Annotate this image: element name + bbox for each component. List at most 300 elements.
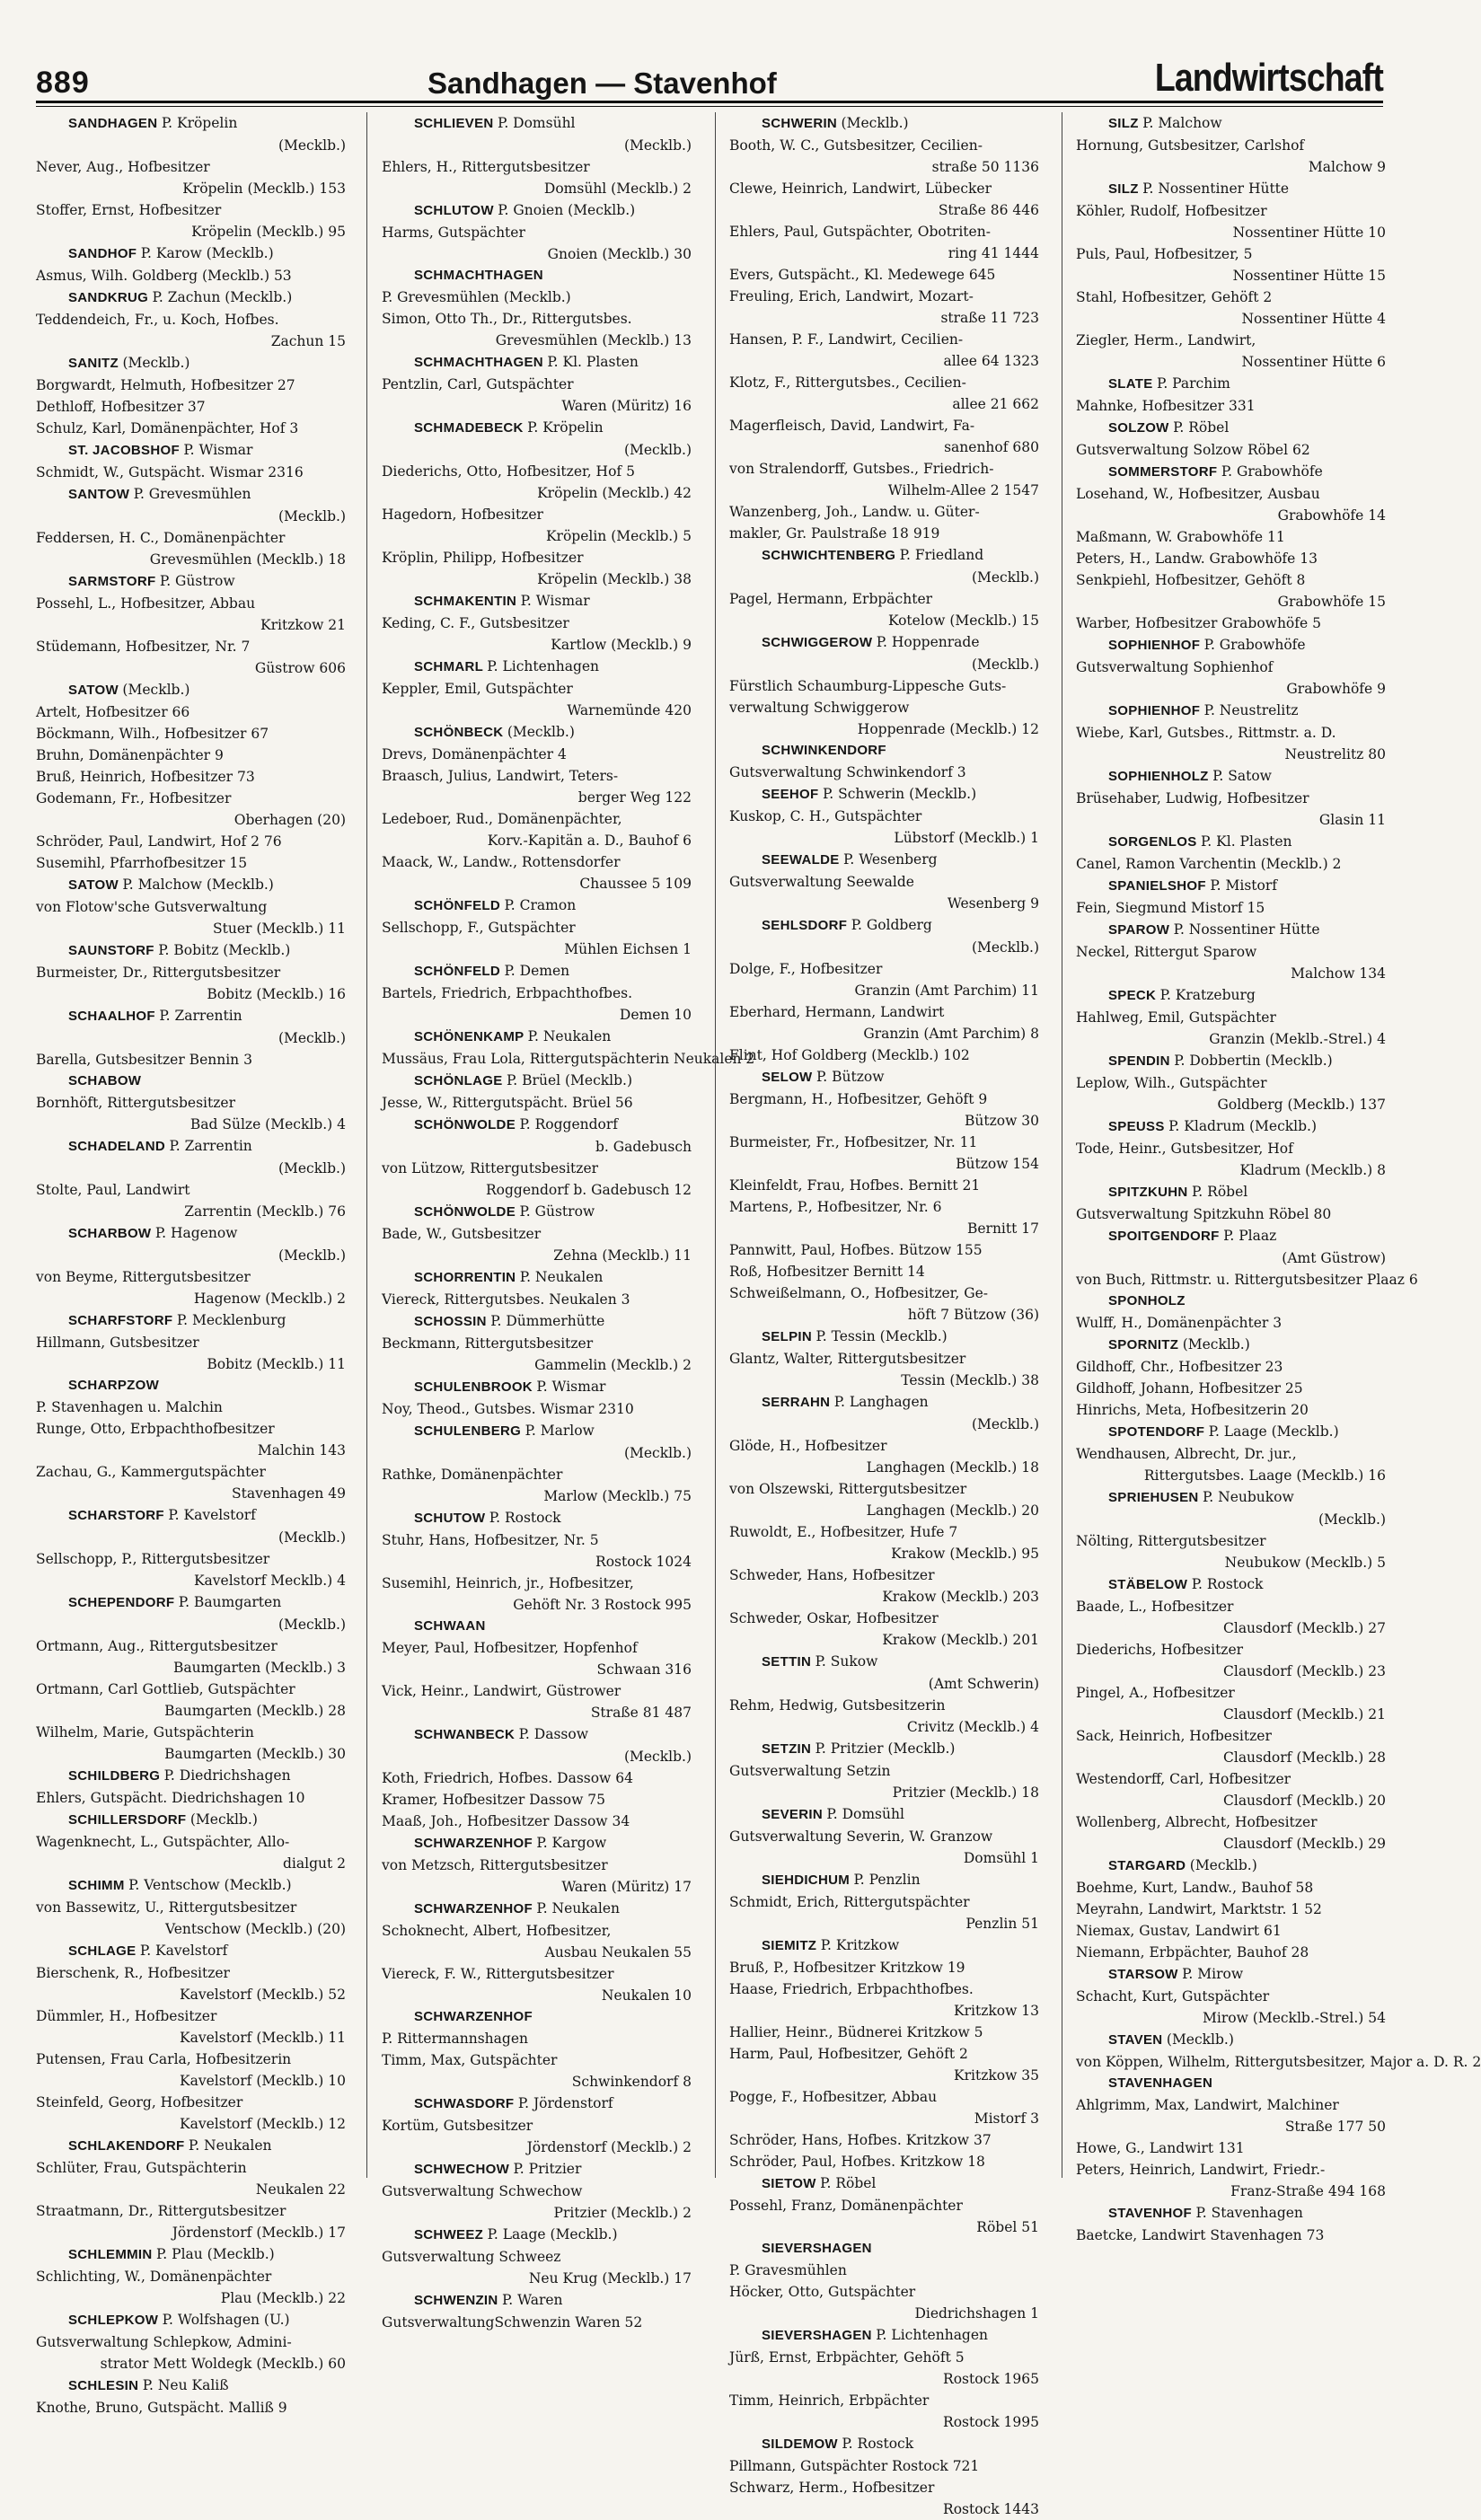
place-entry: [1076, 1225, 1418, 1291]
entry-line: Leplow, Wilh., Gutspächter: [1076, 1075, 1267, 1091]
entry-line: Godemann, Fr., Hofbesitzer: [36, 790, 232, 806]
place-heading: [729, 783, 1039, 806]
post-office: P. Nossentiner Hütte: [1142, 181, 1290, 197]
place-entry: [382, 2289, 692, 2333]
entry-line: Schröder, Paul, Landwirt, Hof 2 76: [36, 833, 282, 850]
place-name: SCHWICHTENBERG: [762, 548, 896, 563]
place-entry: [382, 1376, 692, 1420]
entry-line: Boehme, Kurt, Landw., Bauhof 58: [1076, 1880, 1314, 1896]
entry-line: Kröpelin (Mecklb.) 42: [537, 485, 692, 501]
entry-line: Gildhoff, Chr., Hofbesitzer 23: [1076, 1359, 1283, 1375]
entry-line: Fein, Siegmund Mistorf 15: [1076, 900, 1265, 916]
entry-line: Harm, Paul, Hofbesitzer, Gehöft 2: [729, 2046, 968, 2062]
entry-line: Langhagen (Mecklb.) 20: [866, 1502, 1039, 1519]
place-name: SAUNSTORF: [68, 943, 154, 958]
place-name: SCHLUTOW: [414, 203, 494, 218]
post-office: (Mecklb.): [841, 115, 909, 131]
place-heading: [36, 939, 346, 962]
entry-line: Hallier, Heinr., Büdnerei Kritzkow 5: [729, 2024, 983, 2040]
entry-line: Eberhard, Hermann, Landwirt: [729, 1004, 945, 1020]
entry-line: von Bassewitz, U., Rittergutsbesitzer: [36, 1899, 297, 1916]
place-entry: [729, 2433, 1039, 2520]
entry-line: Gammelin (Mecklb.) 2: [534, 1357, 692, 1373]
place-name: SARMSTORF: [68, 574, 156, 589]
entry-line: Gutsverwaltung Spitzkuhn Röbel 80: [1076, 1206, 1332, 1222]
place-name: STAVENHOF: [1108, 2206, 1192, 2221]
place-name: SCHIMM: [68, 1878, 125, 1893]
entry-line: Diederichs, Hofbesitzer: [1076, 1642, 1244, 1658]
entry-line: Wanzenberg, Joh., Landw. u. Güter-: [729, 504, 980, 520]
place-entry: [729, 1803, 1039, 1869]
entry-line: Grabowhöfe 15: [1277, 594, 1386, 610]
entry-line: Schlüter, Frau, Gutspächterin: [36, 2160, 247, 2176]
entry-line: Flint, Hof Goldberg (Mecklb.) 102: [729, 1047, 970, 1063]
entry-line: Baetcke, Landwirt Stavenhagen 73: [1076, 2227, 1325, 2243]
place-heading: [382, 351, 692, 374]
place-heading: [1076, 112, 1386, 135]
place-entry: [1076, 373, 1386, 417]
place-name: SPEUSS: [1108, 1119, 1165, 1134]
entry-line: (Mecklb.): [623, 1445, 692, 1461]
post-office: P. Mistorf: [1210, 877, 1277, 894]
entry-line: Baumgarten (Mecklb.) 30: [164, 1746, 346, 1762]
entry-line: Kavelstorf (Mecklb.) 52: [180, 1987, 346, 2003]
place-name: SLATE: [1108, 376, 1153, 392]
directory-columns: [36, 112, 1481, 2517]
place-heading: [729, 849, 1039, 871]
place-name: SCHARFSTORF: [68, 1313, 173, 1328]
post-office: P. Neukalen: [188, 2137, 272, 2154]
place-name: SIEHDICHUM: [762, 1872, 851, 1888]
place-heading: [382, 1616, 692, 1637]
place-heading: [36, 1222, 346, 1245]
place-entry: [729, 544, 1039, 631]
post-office: P. Tessin (Mecklb.): [815, 1328, 948, 1344]
place-heading: [1076, 373, 1386, 395]
entry-line: Bornhöft, Rittergutsbesitzer: [36, 1095, 235, 1111]
entry-line: Peters, H., Landw. Grabowhöfe 13: [1076, 551, 1318, 567]
entry-line: Straße 86 446: [938, 202, 1039, 218]
entry-line: Noy, Theod., Gutsbes. Wismar 2310: [382, 1401, 634, 1417]
entry-line: Kavelstorf (Mecklb.) 11: [180, 2030, 346, 2046]
post-office: P. Rostock: [1191, 1576, 1264, 1592]
place-entry: [729, 1326, 1039, 1391]
place-name: SCHULENBERG: [414, 1423, 522, 1439]
entry-line: Wiebe, Karl, Gutsbes., Rittmstr. a. D.: [1076, 725, 1336, 741]
entry-line: Kramer, Hofbesitzer Dassow 75: [382, 1792, 605, 1808]
entry-line: Roß, Hofbesitzer Bernitt 14: [729, 1264, 925, 1280]
directory-page: [36, 0, 1481, 2517]
entry-line: Schlichting, W., Domänenpächter: [36, 2269, 272, 2285]
place-name: SEVERIN: [762, 1807, 823, 1822]
place-name: SCHLAGE: [68, 1943, 137, 1959]
place-heading: [36, 1071, 346, 1092]
entry-line: Bergmann, H., Hofbesitzer, Gehöft 9: [729, 1091, 988, 1107]
place-heading: [36, 2309, 346, 2331]
entry-line: Viereck, Rittergutsbes. Neukalen 3: [382, 1291, 630, 1308]
place-heading: [729, 740, 1039, 762]
entry-line: allee 21 662: [952, 396, 1039, 412]
post-office: P. Wolfshagen (U.): [162, 2312, 290, 2328]
entry-line: Peters, Heinrich, Landwirt, Friedr.-: [1076, 2162, 1326, 2178]
entry-line: Dümmler, H., Hofbesitzer: [36, 2008, 217, 2024]
place-heading: [382, 2224, 692, 2246]
place-entry: [36, 483, 346, 570]
place-entry: [1076, 112, 1386, 178]
place-heading: [382, 656, 692, 678]
entry-line: P. Grevesmühlen (Mecklb.): [382, 289, 571, 305]
place-heading: [36, 570, 346, 593]
entry-line: Stoffer, Ernst, Hofbesitzer: [36, 202, 222, 218]
place-entry: [36, 570, 346, 679]
place-entry: [382, 1616, 692, 1723]
entry-line: Pagel, Hermann, Erbpächter: [729, 591, 933, 607]
place-name: SCHOSSIN: [414, 1314, 487, 1329]
entry-line: dialgut 2: [283, 1855, 346, 1872]
post-office: P. Cramon: [504, 897, 577, 913]
post-office: P. Rostock: [489, 1510, 561, 1526]
place-heading: [1076, 984, 1386, 1007]
entry-line: Hinrichs, Meta, Hofbesitzerin 20: [1076, 1402, 1309, 1418]
entry-line: Niemann, Erbpächter, Bauhof 28: [1076, 1944, 1309, 1960]
place-heading: [36, 1135, 346, 1158]
post-office: P. Güstrow: [519, 1203, 595, 1220]
place-entry: [382, 894, 692, 960]
entry-line: Schulz, Karl, Domänenpächter, Hof 3: [36, 420, 299, 436]
entry-line: Böckmann, Wilh., Hofbesitzer 67: [36, 726, 269, 742]
place-entry: [36, 874, 346, 939]
entry-line: Harms, Gutspächter: [382, 225, 525, 241]
post-office: P. Diedrichshagen: [163, 1767, 291, 1784]
place-name: SCHWENZIN: [414, 2293, 498, 2308]
entry-line: Mistorf 3: [974, 2110, 1039, 2127]
entry-line: verwaltung Schwiggerow: [729, 700, 910, 716]
entry-line: Gnoien (Mecklb.) 30: [547, 246, 692, 262]
entry-line: straße 50 1136: [931, 159, 1039, 175]
entry-line: Marlow (Mecklb.) 75: [543, 1488, 692, 1504]
place-entry: [382, 1201, 692, 1266]
entry-line: Possehl, L., Hofbesitzer, Abbau: [36, 595, 256, 612]
place-entry: [36, 286, 346, 352]
post-office: P. Dassow: [518, 1726, 588, 1742]
entry-line: (Mecklb.): [278, 1529, 346, 1546]
entry-line: Neukalen 22: [255, 2181, 346, 2198]
post-office: P. Neu Kaliß: [142, 2377, 229, 2393]
entry-line: Lübstorf (Mecklb.) 1: [894, 830, 1039, 846]
place-entry: [729, 740, 1039, 783]
entry-line: P. Stavenhagen u. Malchin: [36, 1399, 223, 1415]
place-name: SCHARBOW: [68, 1226, 152, 1241]
entry-line: Kleinfeldt, Frau, Hofbes. Bernitt 21: [729, 1177, 981, 1194]
place-entry: [36, 112, 346, 242]
place-name: SILZ: [1108, 116, 1139, 131]
place-name: SCHMAKENTIN: [414, 594, 517, 609]
entry-line: Gutsverwaltung Schlepkow, Admini-: [36, 2334, 292, 2350]
entry-line: (Mecklb.): [278, 137, 346, 154]
entry-line: Gutsverwaltung Sophienhof: [1076, 659, 1274, 675]
place-entry: [36, 1071, 346, 1135]
place-heading: [729, 1869, 1039, 1891]
post-office: P. Roggendorf: [519, 1116, 619, 1132]
place-heading: [1076, 831, 1386, 853]
entry-line: Meyer, Paul, Hofbesitzer, Hopfenhof: [382, 1640, 638, 1656]
entry-line: Krakow (Mecklb.) 201: [882, 1632, 1039, 1648]
place-entry: [1076, 919, 1386, 984]
entry-line: Schmidt, W., Gutspächt. Wismar 2316: [36, 464, 304, 480]
place-name: SCHULENBROOK: [414, 1379, 533, 1395]
place-heading: [1076, 634, 1386, 656]
entry-line: Steinfeld, Georg, Hofbesitzer: [36, 2094, 243, 2110]
place-entry: [382, 265, 692, 351]
place-entry: [382, 1723, 692, 1832]
post-office: P. Malchow (Mecklb.): [122, 877, 274, 893]
entry-line: Maaß, Joh., Hofbesitzer Dassow 34: [382, 1813, 630, 1829]
place-heading: [382, 1832, 692, 1855]
place-name: SELPIN: [762, 1329, 812, 1344]
entry-line: Dethloff, Hofbesitzer 37: [36, 399, 206, 415]
entry-line: Bobitz (Mecklb.) 16: [207, 986, 346, 1002]
entry-line: Kartlow (Mecklb.) 9: [551, 637, 692, 653]
entry-line: Ehlers, H., Rittergutsbesitzer: [382, 159, 590, 175]
place-name: SIEMITZ: [762, 1938, 817, 1953]
place-heading: [729, 1066, 1039, 1088]
entry-line: P. Gravesmühlen: [729, 2262, 847, 2278]
entry-line: Clausdorf (Mecklb.) 29: [1223, 1836, 1386, 1852]
entry-line: Hagenow (Mecklb.) 2: [193, 1291, 346, 1307]
entry-line: (Mecklb.): [278, 1617, 346, 1633]
place-entry: [729, 2172, 1039, 2238]
entry-line: Bade, W., Gutsbesitzer: [382, 1226, 542, 1242]
entry-line: Diedrichshagen 1: [914, 2305, 1039, 2322]
place-heading: [1076, 1421, 1386, 1443]
place-entry: [382, 1114, 692, 1201]
entry-line: Hoppenrade (Mecklb.) 12: [857, 721, 1039, 737]
entry-line: Susemihl, Heinrich, jr., Hofbesitzer,: [382, 1575, 634, 1591]
post-office: P. Plaaz: [1223, 1228, 1277, 1244]
place-heading: [36, 1809, 346, 1831]
entry-line: von Stralendorff, Gutsbes., Friedrich-: [729, 461, 994, 477]
post-office: P. Neubukow: [1203, 1489, 1294, 1505]
place-heading: [382, 199, 692, 222]
entry-line: Bruß, P., Hofbesitzer Kritzkow 19: [729, 1960, 965, 1976]
entry-line: Schwaan 316: [596, 1661, 692, 1678]
place-entry: [36, 2309, 346, 2375]
entry-line: Vick, Heinr., Landwirt, Güstrower: [382, 1683, 621, 1699]
place-heading: [382, 721, 692, 744]
entry-line: Maack, W., Landw., Rottensdorfer: [382, 854, 621, 870]
entry-line: Haase, Friedrich, Erbpachthofbes.: [729, 1981, 974, 1997]
entry-line: Possehl, Franz, Domänenpächter: [729, 2198, 963, 2214]
entry-line: Runge, Otto, Erbpachthofbesitzer: [36, 1421, 275, 1437]
entry-line: Roggendorf b. Gadebusch 12: [486, 1182, 692, 1198]
place-heading: [1076, 178, 1386, 200]
entry-line: Franz-Straße 494 168: [1230, 2183, 1386, 2199]
place-heading: [36, 1504, 346, 1527]
place-entry: [36, 2243, 346, 2309]
place-heading: [1076, 1334, 1386, 1356]
post-office: P. Sukow: [815, 1653, 878, 1670]
entry-line: Zarrentin (Mecklb.) 76: [184, 1203, 346, 1220]
post-office: P. Jördenstorf: [517, 2095, 613, 2111]
entry-line: von Olszewski, Rittergutsbesitzer: [729, 1481, 967, 1497]
column-divider: [366, 112, 367, 2178]
entry-line: Rostock 1024: [595, 1554, 692, 1570]
entry-line: Zachau, G., Kammergutspächter: [36, 1464, 266, 1480]
place-heading: [36, 679, 346, 701]
entry-line: Kavelstorf (Mecklb.) 12: [180, 2116, 346, 2132]
entry-line: Crivitz (Mecklb.) 4: [906, 1719, 1039, 1735]
place-heading: [382, 1420, 692, 1442]
post-office: P. Kröpelin: [161, 115, 238, 131]
place-name: STARGARD: [1108, 1858, 1186, 1873]
place-name: SCHWECHOW: [414, 2162, 510, 2177]
place-heading: [382, 265, 692, 286]
place-entry: [1076, 1050, 1386, 1115]
post-office: P. Lichtenhagen: [876, 2327, 989, 2343]
post-office: P. Kl. Plasten: [547, 354, 639, 370]
place-name: STAVEN: [1108, 2032, 1163, 2048]
entry-line: Neubukow (Mecklb.) 5: [1224, 1555, 1386, 1571]
place-entry: [729, 1934, 1039, 2172]
entry-line: Diederichs, Otto, Hofbesitzer, Hof 5: [382, 463, 635, 480]
place-heading: [382, 1507, 692, 1529]
post-office: P. Hoppenrade: [876, 634, 980, 650]
post-office: P. Laage (Mecklb.): [487, 2226, 618, 2242]
place-name: SCHARSTORF: [68, 1508, 164, 1523]
place-name: SCHMACHTHAGEN: [414, 355, 543, 370]
entry-line: Timm, Heinrich, Erbpächter: [729, 2392, 930, 2409]
place-heading: [382, 1070, 692, 1092]
section-title: Landwirtschaft: [1154, 56, 1383, 100]
entry-line: Baumgarten (Mecklb.) 28: [164, 1703, 346, 1719]
place-heading: [1076, 919, 1386, 941]
entry-line: Bruß, Heinrich, Hofbesitzer 73: [36, 769, 255, 785]
place-entry: [382, 1898, 692, 2006]
entry-line: Schröder, Paul, Hofbes. Kritzkow 18: [729, 2154, 985, 2170]
entry-line: Glasin 11: [1318, 812, 1386, 828]
entry-line: Schröder, Hans, Hofbes. Kritzkow 37: [729, 2132, 992, 2148]
place-heading: [1076, 1486, 1386, 1509]
place-heading: [36, 242, 346, 265]
entry-line: Ehlers, Gutspächt. Diedrichshagen 10: [36, 1790, 305, 1806]
entry-line: Feddersen, H. C., Domänenpächter: [36, 530, 286, 546]
entry-line: von Beyme, Rittergutsbesitzer: [36, 1269, 251, 1285]
entry-line: Plau (Mecklb.) 22: [220, 2290, 346, 2306]
place-name: SCHWINKENDORF: [762, 743, 886, 758]
place-entry: [36, 1874, 346, 1940]
entry-line: Mühlen Eichsen 1: [564, 941, 692, 957]
entry-line: Wesenberg 9: [947, 895, 1039, 912]
entry-line: Sack, Heinrich, Hofbesitzer: [1076, 1728, 1272, 1744]
place-entry: [1076, 2202, 1386, 2246]
entry-line: Schoknecht, Albert, Hofbesitzer,: [382, 1923, 612, 1939]
place-name: SCHMACHTHAGEN: [414, 268, 543, 283]
place-heading: [36, 112, 346, 135]
post-office: P. Nossentiner Hütte: [1173, 921, 1320, 938]
place-entry: [382, 2224, 692, 2289]
place-name: SETZIN: [762, 1741, 812, 1757]
entry-line: Keding, C. F., Gutsbesitzer: [382, 615, 569, 631]
column-divider: [715, 112, 716, 2178]
place-heading: [36, 1874, 346, 1897]
place-entry: [1076, 1573, 1386, 1855]
place-heading: [382, 1723, 692, 1746]
post-office: P. Kl. Plasten: [1201, 833, 1292, 850]
entry-line: Korv.-Kapitän a. D., Bauhof 6: [487, 833, 692, 849]
entry-line: Granzin (Amt Parchim) 11: [854, 982, 1039, 999]
place-heading: [382, 960, 692, 982]
entry-line: makler, Gr. Paulstraße 18 919: [729, 525, 940, 542]
place-heading: [1076, 2073, 1386, 2094]
place-name: SPOTENDORF: [1108, 1424, 1205, 1440]
place-entry: [36, 2135, 346, 2243]
entry-line: Malchow 9: [1308, 159, 1386, 175]
entry-line: strator Mett Woldegk (Mecklb.) 60: [100, 2356, 346, 2372]
entry-line: Clausdorf (Mecklb.) 23: [1223, 1663, 1386, 1679]
entry-line: Wendhausen, Albrecht, Dr. jur.,: [1076, 1446, 1297, 1462]
place-entry: [382, 1266, 692, 1310]
place-name: SCHÖNFELD: [414, 898, 501, 913]
entry-line: Warnemünde 420: [567, 702, 692, 718]
place-name: SCHWARZENHOF: [414, 1836, 533, 1851]
place-name: SCHWERIN: [762, 116, 838, 131]
entry-line: Howe, G., Landwirt 131: [1076, 2140, 1245, 2156]
entry-line: von Köppen, Wilhelm, Rittergutsbesitzer, Major a. D. R. 2: [1076, 2054, 1481, 2070]
post-office: P. Bützow: [815, 1069, 885, 1085]
entry-line: ring 41 1444: [948, 245, 1039, 261]
entry-line: Puls, Paul, Hofbesitzer, 5: [1076, 246, 1253, 262]
place-entry: [729, 631, 1039, 740]
post-office: P. Kladrum (Mecklb.): [1168, 1118, 1318, 1134]
entry-line: Ahlgrimm, Max, Landwirt, Malchiner: [1076, 2097, 1339, 2113]
entry-line: Granzin (Amt Parchim) 8: [863, 1026, 1039, 1042]
entry-line: (Mecklb.): [278, 508, 346, 524]
post-office: P. Demen: [504, 963, 570, 979]
place-name: SOPHIENHOF: [1108, 703, 1201, 718]
place-name: SPANIELSHOF: [1108, 878, 1206, 894]
entry-line: Gutsverwaltung Schwechow: [382, 2183, 583, 2199]
post-office: P. Pritzier (Mecklb.): [815, 1740, 956, 1757]
post-office: P. Rostock: [842, 2436, 914, 2452]
place-heading: [382, 2158, 692, 2181]
entry-line: Kotelow (Mecklb.) 15: [887, 612, 1039, 629]
entry-line: Pogge, F., Hofbesitzer, Abbau: [729, 2089, 938, 2105]
post-office: (Mecklb.): [507, 724, 575, 740]
entry-line: Knothe, Bruno, Gutspächt. Malliß 9: [36, 2400, 287, 2416]
entry-line: Straatmann, Dr., Rittergutsbesitzer: [36, 2203, 287, 2219]
entry-line: Fürstlich Schaumburg-Lippesche Guts-: [729, 678, 1007, 694]
entry-line: Booth, W. C., Gutsbesitzer, Cecilien-: [729, 137, 983, 154]
entry-line: Kortüm, Gutsbesitzer: [382, 2118, 533, 2134]
entry-line: Grabowhöfe 14: [1277, 507, 1386, 524]
entry-line: Ortmann, Aug., Rittergutsbesitzer: [36, 1638, 278, 1654]
entry-line: von Buch, Rittmstr. u. Rittergutsbesitzer Plaaz 6: [1076, 1272, 1418, 1288]
place-name: SCHORRENTIN: [414, 1270, 516, 1285]
entry-line: Schweder, Oskar, Hofbesitzer: [729, 1610, 939, 1626]
place-heading: [36, 483, 346, 506]
entry-line: Ruwoldt, E., Hofbesitzer, Hufe 7: [729, 1524, 958, 1540]
entry-line: Wulff, H., Domänenpächter 3: [1076, 1315, 1283, 1331]
place-heading: [36, 1940, 346, 1962]
place-heading: [382, 894, 692, 917]
entry-line: (Mecklb.): [971, 569, 1039, 586]
place-name: SPONHOLZ: [1108, 1293, 1186, 1308]
place-entry: [1076, 1855, 1386, 1963]
entry-line: Brüsehaber, Ludwig, Hofbesitzer: [1076, 790, 1309, 806]
entry-line: Gutsverwaltung Schweez: [382, 2249, 561, 2265]
entry-line: Tessin (Mecklb.) 38: [901, 1372, 1039, 1388]
entry-line: (Mecklb.): [1318, 1511, 1386, 1528]
